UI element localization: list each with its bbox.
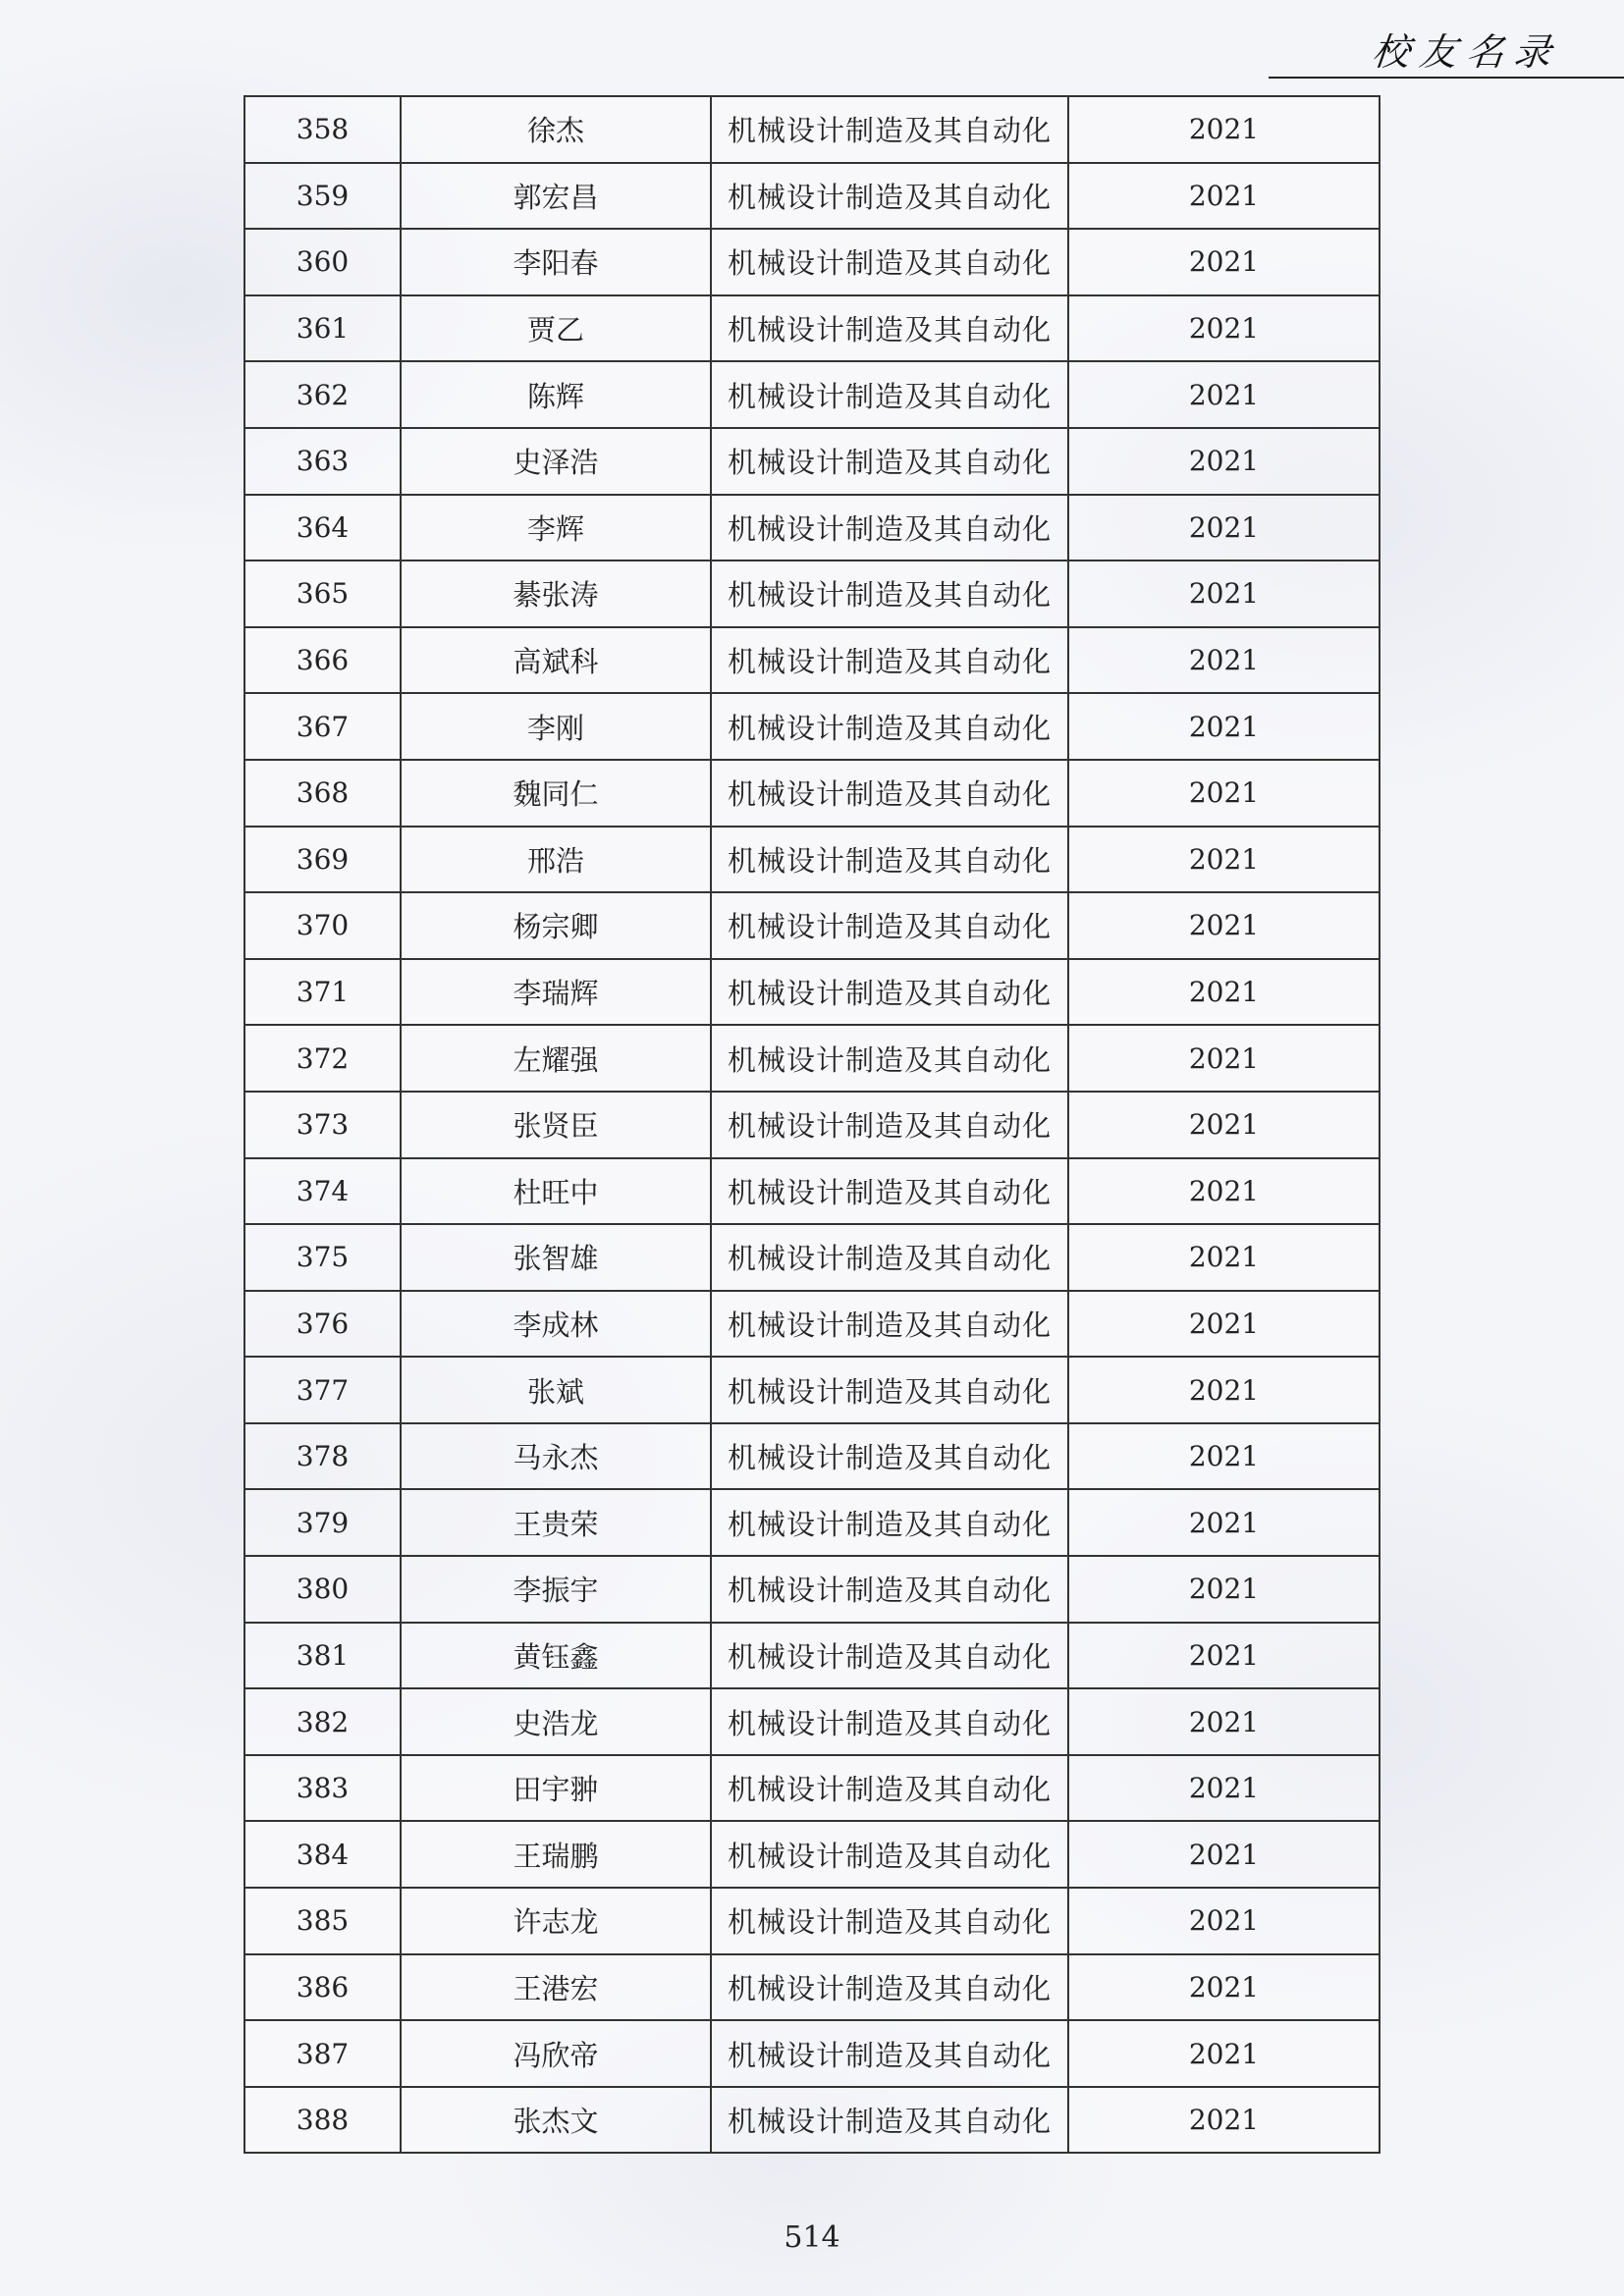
row-number-cell: 369	[244, 827, 401, 893]
alumni-table-body	[244, 96, 1380, 2153]
alumni-name-cell: 张杰文	[401, 2087, 711, 2154]
alumni-name-cell: 魏同仁	[401, 760, 711, 827]
major-cell: 机械设计制造及其自动化	[711, 760, 1068, 827]
row-number-cell: 367	[244, 693, 401, 760]
alumni-name-cell: 左耀强	[401, 1025, 711, 1092]
table-row	[244, 693, 1380, 760]
year-cell: 2021	[1068, 295, 1380, 362]
year-cell: 2021	[1068, 96, 1380, 163]
year-cell: 2021	[1068, 1954, 1380, 2021]
table-row	[244, 2020, 1380, 2087]
table-row	[244, 361, 1380, 428]
row-number-cell: 378	[244, 1423, 401, 1490]
row-number-cell: 379	[244, 1489, 401, 1556]
alumni-name-cell: 史泽浩	[401, 428, 711, 495]
major-cell: 机械设计制造及其自动化	[711, 2020, 1068, 2087]
major-cell: 机械设计制造及其自动化	[711, 163, 1068, 230]
major-cell: 机械设计制造及其自动化	[711, 96, 1068, 163]
major-cell: 机械设计制造及其自动化	[711, 827, 1068, 893]
alumni-name-cell: 高斌科	[401, 627, 711, 694]
major-cell: 机械设计制造及其自动化	[711, 1092, 1068, 1158]
table-row	[244, 1092, 1380, 1158]
major-cell: 机械设计制造及其自动化	[711, 1888, 1068, 1954]
major-cell: 机械设计制造及其自动化	[711, 892, 1068, 959]
row-number-cell: 371	[244, 959, 401, 1026]
table-row	[244, 1423, 1380, 1490]
major-cell: 机械设计制造及其自动化	[711, 627, 1068, 694]
major-cell: 机械设计制造及其自动化	[711, 1556, 1068, 1623]
table-row	[244, 1821, 1380, 1888]
row-number-cell: 386	[244, 1954, 401, 2021]
row-number-cell: 375	[244, 1224, 401, 1291]
table-row	[244, 1888, 1380, 1954]
major-cell: 机械设计制造及其自动化	[711, 1489, 1068, 1556]
major-cell: 机械设计制造及其自动化	[711, 1688, 1068, 1755]
alumni-name-cell: 王港宏	[401, 1954, 711, 2021]
major-cell: 机械设计制造及其自动化	[711, 1623, 1068, 1689]
year-cell: 2021	[1068, 1755, 1380, 1822]
year-cell: 2021	[1068, 1092, 1380, 1158]
alumni-name-cell: 李成林	[401, 1291, 711, 1358]
row-number-cell: 385	[244, 1888, 401, 1954]
page-header-title: 校友名录	[1370, 30, 1563, 74]
year-cell: 2021	[1068, 428, 1380, 495]
year-cell: 2021	[1068, 1224, 1380, 1291]
major-cell: 机械设计制造及其自动化	[711, 428, 1068, 495]
major-cell: 机械设计制造及其自动化	[711, 2087, 1068, 2154]
row-number-cell: 377	[244, 1357, 401, 1423]
year-cell: 2021	[1068, 693, 1380, 760]
major-cell: 机械设计制造及其自动化	[711, 1821, 1068, 1888]
table-row	[244, 295, 1380, 362]
major-cell: 机械设计制造及其自动化	[711, 959, 1068, 1026]
alumni-name-cell: 李辉	[401, 495, 711, 561]
row-number-cell: 383	[244, 1755, 401, 1822]
year-cell: 2021	[1068, 627, 1380, 694]
year-cell: 2021	[1068, 561, 1380, 627]
table-row	[244, 627, 1380, 694]
alumni-name-cell: 李瑞辉	[401, 959, 711, 1026]
row-number-cell: 384	[244, 1821, 401, 1888]
alumni-name-cell: 李振宇	[401, 1556, 711, 1623]
row-number-cell: 366	[244, 627, 401, 694]
major-cell: 机械设计制造及其自动化	[711, 1291, 1068, 1358]
major-cell: 机械设计制造及其自动化	[711, 495, 1068, 561]
row-number-cell: 368	[244, 760, 401, 827]
table-row	[244, 959, 1380, 1026]
table-row	[244, 1688, 1380, 1755]
row-number-cell: 364	[244, 495, 401, 561]
year-cell: 2021	[1068, 1291, 1380, 1358]
table-row	[244, 1025, 1380, 1092]
alumni-name-cell: 冯欣帝	[401, 2020, 711, 2087]
alumni-name-cell: 李阳春	[401, 229, 711, 295]
table-row	[244, 1357, 1380, 1423]
major-cell: 机械设计制造及其自动化	[711, 1224, 1068, 1291]
year-cell: 2021	[1068, 827, 1380, 893]
major-cell: 机械设计制造及其自动化	[711, 361, 1068, 428]
alumni-name-cell: 张斌	[401, 1357, 711, 1423]
alumni-name-cell: 郭宏昌	[401, 163, 711, 230]
row-number-cell: 370	[244, 892, 401, 959]
alumni-name-cell: 黄钰鑫	[401, 1623, 711, 1689]
table-row	[244, 1623, 1380, 1689]
alumni-name-cell: 史浩龙	[401, 1688, 711, 1755]
alumni-name-cell: 田宇翀	[401, 1755, 711, 1822]
year-cell: 2021	[1068, 1489, 1380, 1556]
table-row	[244, 1755, 1380, 1822]
year-cell: 2021	[1068, 760, 1380, 827]
row-number-cell: 358	[244, 96, 401, 163]
year-cell: 2021	[1068, 2087, 1380, 2154]
major-cell: 机械设计制造及其自动化	[711, 295, 1068, 362]
year-cell: 2021	[1068, 1357, 1380, 1423]
year-cell: 2021	[1068, 1688, 1380, 1755]
year-cell: 2021	[1068, 892, 1380, 959]
year-cell: 2021	[1068, 495, 1380, 561]
alumni-name-cell: 贾乙	[401, 295, 711, 362]
major-cell: 机械设计制造及其自动化	[711, 1357, 1068, 1423]
year-cell: 2021	[1068, 2020, 1380, 2087]
row-number-cell: 363	[244, 428, 401, 495]
major-cell: 机械设计制造及其自动化	[711, 1025, 1068, 1092]
year-cell: 2021	[1068, 1821, 1380, 1888]
year-cell: 2021	[1068, 959, 1380, 1026]
row-number-cell: 359	[244, 163, 401, 230]
year-cell: 2021	[1068, 1423, 1380, 1490]
alumni-table	[244, 95, 1380, 2154]
alumni-name-cell: 张贤臣	[401, 1092, 711, 1158]
year-cell: 2021	[1068, 163, 1380, 230]
row-number-cell: 362	[244, 361, 401, 428]
table-row	[244, 96, 1380, 163]
alumni-name-cell: 张智雄	[401, 1224, 711, 1291]
alumni-name-cell: 綦张涛	[401, 561, 711, 627]
row-number-cell: 380	[244, 1556, 401, 1623]
row-number-cell: 381	[244, 1623, 401, 1689]
row-number-cell: 360	[244, 229, 401, 295]
major-cell: 机械设计制造及其自动化	[711, 1954, 1068, 2021]
table-row	[244, 1158, 1380, 1225]
year-cell: 2021	[1068, 361, 1380, 428]
row-number-cell: 373	[244, 1092, 401, 1158]
alumni-name-cell: 杜旺中	[401, 1158, 711, 1225]
alumni-name-cell: 邢浩	[401, 827, 711, 893]
major-cell: 机械设计制造及其自动化	[711, 561, 1068, 627]
major-cell: 机械设计制造及其自动化	[711, 1755, 1068, 1822]
alumni-name-cell: 杨宗卿	[401, 892, 711, 959]
row-number-cell: 372	[244, 1025, 401, 1092]
table-row	[244, 827, 1380, 893]
year-cell: 2021	[1068, 1025, 1380, 1092]
table-row	[244, 1224, 1380, 1291]
row-number-cell: 374	[244, 1158, 401, 1225]
table-row	[244, 163, 1380, 230]
alumni-name-cell: 徐杰	[401, 96, 711, 163]
table-row	[244, 229, 1380, 295]
table-row	[244, 495, 1380, 561]
table-row	[244, 428, 1380, 495]
row-number-cell: 361	[244, 295, 401, 362]
row-number-cell: 387	[244, 2020, 401, 2087]
page-number: 514	[784, 2220, 840, 2255]
alumni-name-cell: 王贵荣	[401, 1489, 711, 1556]
table-row	[244, 561, 1380, 627]
year-cell: 2021	[1068, 1623, 1380, 1689]
year-cell: 2021	[1068, 1158, 1380, 1225]
year-cell: 2021	[1068, 1888, 1380, 1954]
row-number-cell: 382	[244, 1688, 401, 1755]
alumni-name-cell: 陈辉	[401, 361, 711, 428]
table-row	[244, 760, 1380, 827]
major-cell: 机械设计制造及其自动化	[711, 229, 1068, 295]
alumni-name-cell: 王瑞鹏	[401, 1821, 711, 1888]
row-number-cell: 365	[244, 561, 401, 627]
table-row	[244, 1954, 1380, 2021]
major-cell: 机械设计制造及其自动化	[711, 1423, 1068, 1490]
table-row	[244, 1291, 1380, 1358]
table-row	[244, 2087, 1380, 2154]
row-number-cell: 388	[244, 2087, 401, 2154]
table-row	[244, 892, 1380, 959]
year-cell: 2021	[1068, 1556, 1380, 1623]
header-rule	[1269, 77, 1624, 79]
major-cell: 机械设计制造及其自动化	[711, 1158, 1068, 1225]
year-cell: 2021	[1068, 229, 1380, 295]
alumni-name-cell: 许志龙	[401, 1888, 711, 1954]
row-number-cell: 376	[244, 1291, 401, 1358]
alumni-name-cell: 马永杰	[401, 1423, 711, 1490]
alumni-name-cell: 李刚	[401, 693, 711, 760]
major-cell: 机械设计制造及其自动化	[711, 693, 1068, 760]
table-row	[244, 1556, 1380, 1623]
table-row	[244, 1489, 1380, 1556]
